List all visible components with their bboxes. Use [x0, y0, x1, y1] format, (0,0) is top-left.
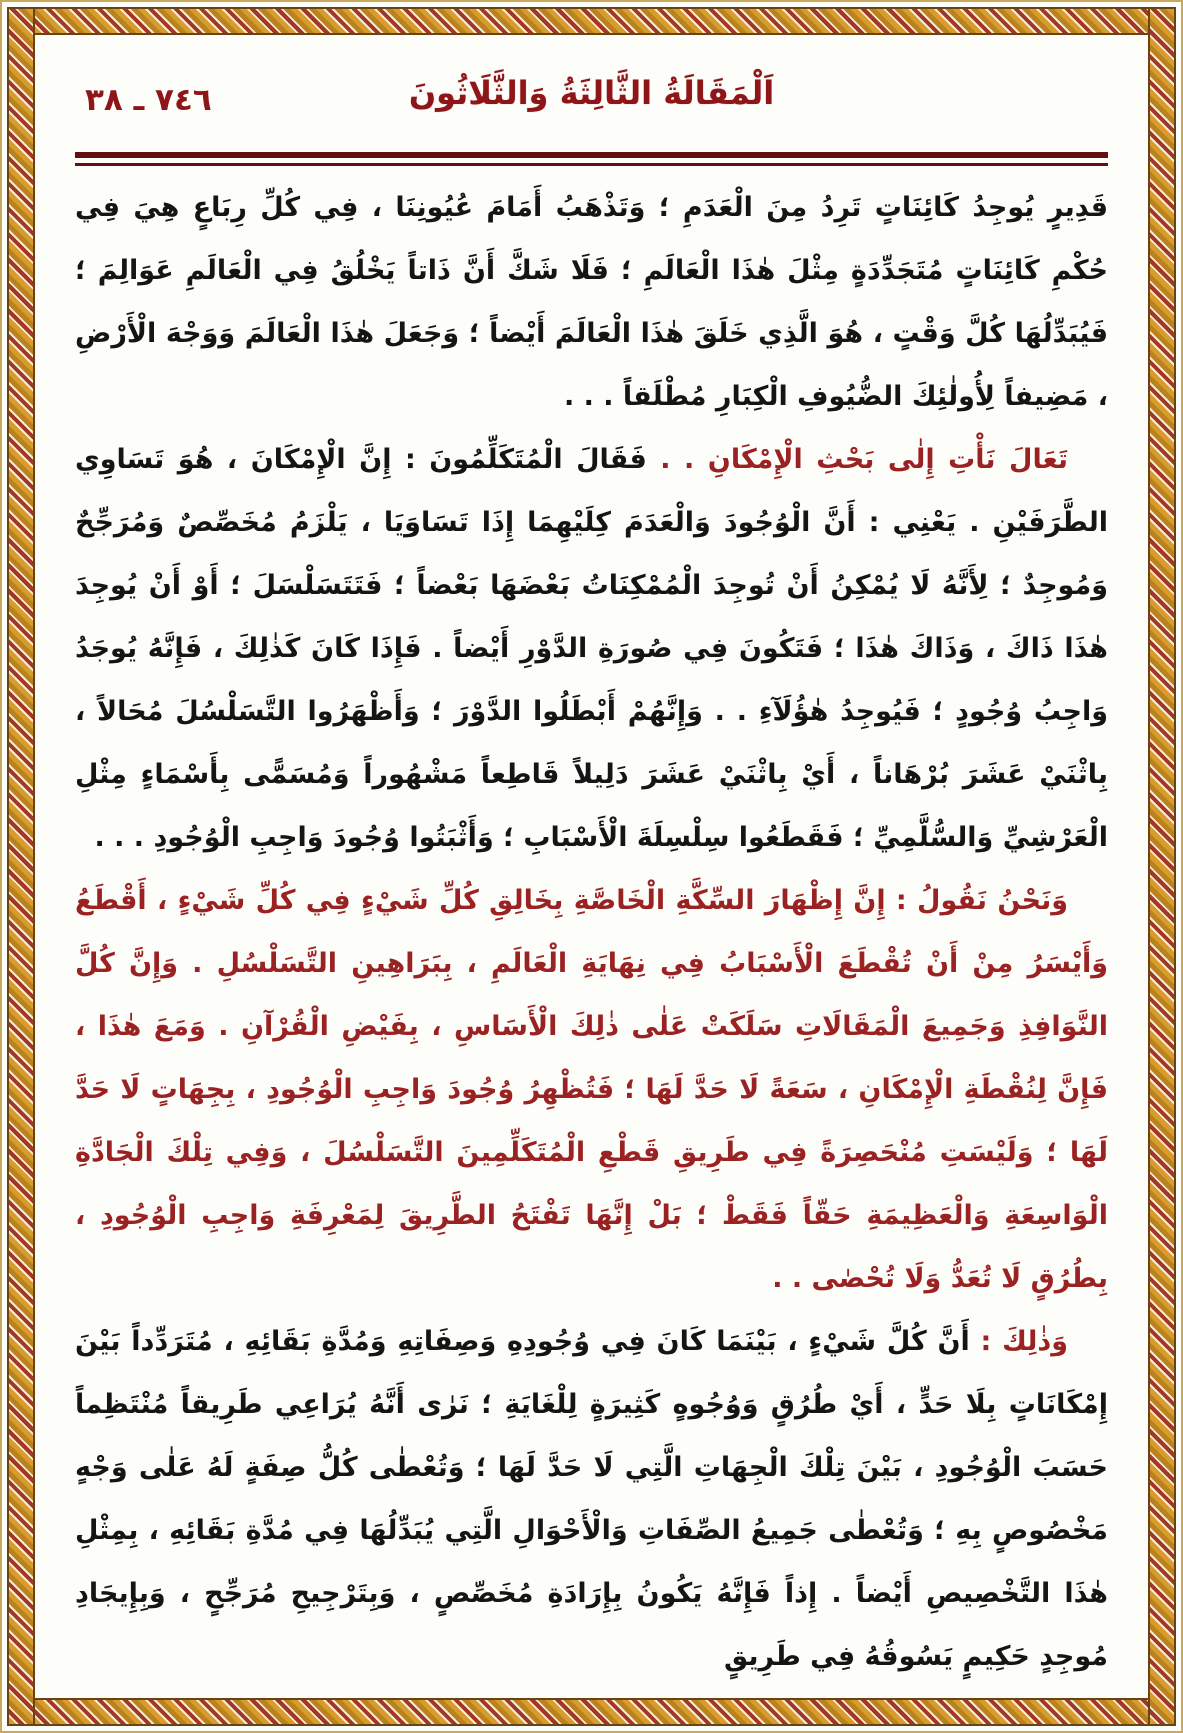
paragraph [75, 176, 1108, 428]
paragraph [75, 428, 1108, 869]
header-divider [75, 152, 1108, 166]
paragraph [75, 1310, 1108, 1688]
decorative-border-bottom [7, 1698, 1176, 1726]
body-text-segment: قَدِيرٍ يُوجِدُ كَائِنَاتٍ تَرِدُ مِنَ الْعَدَمِ ؛ وَتَذْهَبُ أَمَامَ عُيُونِنَا ، فِي كُلِّ رِبَاعٍ هِيَ فِي حُكْمِ كَائِنَاتٍ مُتَجَدِّدَةٍ مِثْلَ هٰذَا الْعَالَمِ ؛ فَلَا شَكَّ أَنَّ ذَاتاً يَخْلُقُ فِي الْعَالَمِ عَوَالِمَ ؛ فَيُبَدِّلُهَا كُلَّ وَقْتٍ ، هُوَ الَّذِي خَلَقَ هٰذَا الْعَالَمَ أَيْضاً ؛ وَجَعَلَ هٰذَا الْعَالَمَ وَوَجْهَ الْأَرْضِ ، مَضِيفاً لِأُولٰئِكَ الضُّيُوفِ الْكِبَارِ مُطْلَقاً . . . [75, 192, 1108, 412]
decorative-border-right [1148, 7, 1176, 1726]
body-text-segment: أَنَّ كُلَّ شَيْءٍ ، بَيْنَمَا كَانَ فِي وُجُودِهِ وَصِفَاتِهِ وَمُدَّةِ بَقَائِهِ ، مُتَرَدِّداً بَيْنَ إِمْكَانَاتٍ بِلَا حَدٍّ ، أَيْ طُرُقٍ وَوُجُوهٍ كَثِيرَةٍ لِلْغَايَةِ ؛ نَرٰى أَنَّهُ يُرَاعِي طَرِيقاً مُنْتَظِماً حَسَبَ الْوُجُودِ ، بَيْنَ تِلْكَ الْجِهَاتِ الَّتِي لَا حَدَّ لَهَا ؛ وَتُعْطٰى كُلُّ صِفَةٍ لَهُ عَلٰى وَجْهٍ مَخْصُوصٍ بِهِ ؛ وَتُعْطٰى جَمِيعُ الصِّفَاتِ وَالْأَحْوَالِ الَّتِي يُبَدِّلُهَا فِي مُدَّةِ بَقَائِهِ ، بِمِثْلِ هٰذَا التَّخْصِيصِ أَيْضاً . إِذاً فَإِنَّهُ يَكُونُ بِإِرَادَةِ مُخَصِّصٍ ، وَبِتَرْجِيحِ مُرَجِّحٍ ، وَبِإِيجَادِ مُوجِدٍ حَكِيمٍ يَسُوقُهُ فِي طَرِيقٍ [75, 1326, 1108, 1672]
emphasis-text-segment: تَعَالَ نَأْتِ إِلٰى بَحْثِ الْإِمْكَانِ . . [646, 444, 1068, 475]
emphasis-text-segment: وَذٰلِكَ : [969, 1326, 1069, 1357]
body-text [75, 176, 1108, 1688]
page-title: اَلْمَقَالَةُ الثَّالِثَةُ وَالثَّلَاثُونَ [408, 74, 775, 112]
body-text-segment: فَقَالَ الْمُتَكَلِّمُونَ : إِنَّ الْإِمْكَانَ ، هُوَ تَسَاوِي الطَّرَفَيْنِ . يَعْنِي : أَنَّ الْوُجُودَ وَالْعَدَمَ كِلَيْهِمَا إِذَا تَسَاوَيَا ، يَلْزَمُ مُخَصِّصٌ وَمُرَجِّحٌ وَمُوجِدٌ ؛ لِأَنَّهُ لَا يُمْكِنُ أَنْ تُوجِدَ الْمُمْكِنَاتُ بَعْضَهَا بَعْضاً ؛ فَتَتَسَلْسَلَ ؛ أَوْ أَنْ يُوجِدَ هٰذَا ذَاكَ ، وَذَاكَ هٰذَا ؛ فَتَكُونَ فِي صُورَةِ الدَّوْرِ أَيْضاً . فَإِذَا كَانَ كَذٰلِكَ ، فَإِنَّهُ يُوجَدُ وَاجِبُ وُجُودٍ ؛ فَيُوجِدُ هٰؤُلَآءِ . . وَإِنَّهُمْ أَبْطَلُوا الدَّوْرَ ؛ وَأَظْهَرُوا التَّسَلْسُلَ مُحَالاً ، بِاثْنَيْ عَشَرَ بُرْهَاناً ، أَيْ بِاثْنَيْ عَشَرَ دَلِيلاً قَاطِعاً مَشْهُوراً وَمُسَمًّى بِأَسْمَاءٍ مِثْلِ الْعَرْشِيِّ وَالسُّلَّمِيِّ ؛ فَقَطَعُوا سِلْسِلَةَ الْأَسْبَابِ ؛ وَأَثْبَتُوا وُجُودَ وَاجِبِ الْوُجُودِ . . . [75, 444, 1108, 853]
page-number: ٧٤٦ ـ ٣٨ [85, 82, 212, 118]
paragraph [75, 869, 1108, 1310]
page-content [75, 64, 1108, 1688]
page-header [75, 64, 1108, 142]
emphasis-text-segment: وَنَحْنُ نَقُولُ : إِنَّ إِظْهَارَ السِّكَّةِ الْخَاصَّةِ بِخَالِقِ كُلِّ شَيْءٍ فِي كُلِّ شَيْءٍ ، أَقْطَعُ وَأَيْسَرُ مِنْ أَنْ تُقْطَعَ الْأَسْبَابُ فِي نِهَايَةِ الْعَالَمِ ، بِبَرَاهِينِ التَّسَلْسُلِ . وَإِنَّ كُلَّ النَّوَافِذِ وَجَمِيعَ الْمَقَالَاتِ سَلَكَتْ عَلٰى ذٰلِكَ الْأَسَاسِ ، بِفَيْضِ الْقُرْآنِ . وَمَعَ هٰذَا ، فَإِنَّ لِنُقْطَةِ الْإِمْكَانِ ، سَعَةً لَا حَدَّ لَهَا ؛ فَتُظْهِرُ وُجُودَ وَاجِبِ الْوُجُودِ ، بِجِهَاتٍ لَا حَدَّ لَهَا ؛ وَلَيْسَتِ مُنْحَصِرَةً فِي طَرِيقِ قَطْعِ الْمُتَكَلِّمِينَ التَّسَلْسُلَ ، وَفِي تِلْكَ الْجَادَّةِ الْوَاسِعَةِ وَالْعَظِيمَةِ حَقّاً فَقَطْ ؛ بَلْ إِنَّهَا تَفْتَحُ الطَّرِيقَ لِمَعْرِفَةِ وَاجِبِ الْوُجُودِ ، بِطُرُقٍ لَا تُعَدُّ وَلَا تُحْصٰى . . [75, 885, 1108, 1294]
decorative-border-left [7, 7, 35, 1726]
decorative-border-top [7, 7, 1176, 35]
